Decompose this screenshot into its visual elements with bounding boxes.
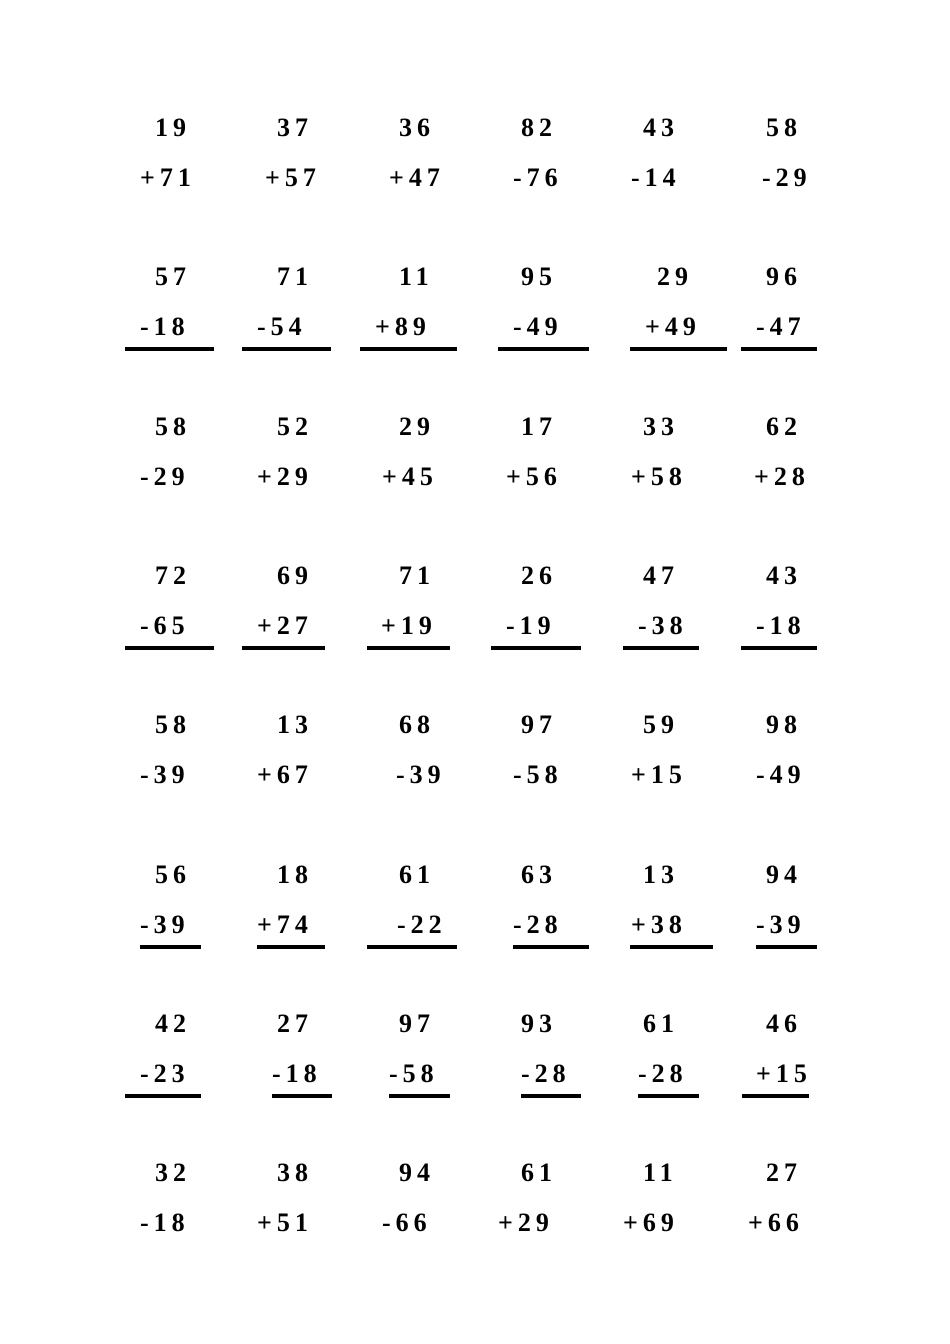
answer-line (389, 1094, 450, 1098)
top-operand: 93 (521, 1009, 557, 1038)
top-operand: 43 (766, 561, 802, 590)
bottom-operand: +74 (257, 910, 313, 939)
answer-line (367, 646, 450, 650)
top-operand: 29 (657, 262, 693, 291)
bottom-operand: -39 (756, 910, 806, 939)
top-operand: 94 (399, 1158, 435, 1187)
bottom-operand: -22 (397, 910, 447, 939)
bottom-operand: +38 (631, 910, 687, 939)
answer-line (741, 347, 817, 351)
bottom-operand: -14 (631, 163, 681, 192)
bottom-operand: -39 (140, 760, 190, 789)
bottom-operand: +29 (498, 1208, 554, 1237)
bottom-operand: -76 (513, 163, 563, 192)
bottom-operand: +49 (645, 312, 701, 341)
bottom-operand: +57 (265, 163, 321, 192)
top-operand: 61 (521, 1158, 557, 1187)
top-operand: 13 (643, 860, 679, 889)
top-operand: 68 (399, 710, 435, 739)
bottom-operand: -49 (513, 312, 563, 341)
bottom-operand: -18 (140, 1208, 190, 1237)
answer-line (630, 945, 713, 949)
bottom-operand: -29 (140, 462, 190, 491)
bottom-operand: -18 (272, 1059, 322, 1088)
top-operand: 33 (643, 412, 679, 441)
bottom-operand: +29 (257, 462, 313, 491)
top-operand: 17 (521, 412, 557, 441)
top-operand: 11 (399, 262, 434, 291)
top-operand: 97 (521, 710, 557, 739)
top-operand: 42 (155, 1009, 191, 1038)
answer-line (638, 1094, 699, 1098)
top-operand: 58 (155, 710, 191, 739)
top-operand: 19 (155, 113, 191, 142)
top-operand: 37 (277, 113, 313, 142)
answer-line (125, 646, 214, 650)
answer-line (257, 945, 325, 949)
bottom-operand: -58 (389, 1059, 439, 1088)
top-operand: 61 (399, 860, 435, 889)
bottom-operand: -39 (396, 760, 446, 789)
top-operand: 46 (766, 1009, 802, 1038)
top-operand: 63 (521, 860, 557, 889)
bottom-operand: -28 (521, 1059, 571, 1088)
top-operand: 47 (643, 561, 679, 590)
bottom-operand: -65 (140, 611, 190, 640)
top-operand: 62 (766, 412, 802, 441)
bottom-operand: -39 (140, 910, 190, 939)
top-operand: 72 (155, 561, 191, 590)
top-operand: 61 (643, 1009, 679, 1038)
top-operand: 11 (643, 1158, 678, 1187)
answer-line (140, 945, 201, 949)
bottom-operand: +56 (506, 462, 562, 491)
top-operand: 26 (521, 561, 557, 590)
answer-line (125, 347, 214, 351)
bottom-operand: +47 (389, 163, 445, 192)
bottom-operand: +69 (623, 1208, 679, 1237)
top-operand: 97 (399, 1009, 435, 1038)
top-operand: 56 (155, 860, 191, 889)
top-operand: 36 (399, 113, 435, 142)
bottom-operand: +58 (631, 462, 687, 491)
answer-line (741, 646, 817, 650)
answer-line (360, 347, 457, 351)
answer-line (521, 1094, 581, 1098)
answer-line (756, 945, 817, 949)
answer-line (367, 945, 457, 949)
bottom-operand: +45 (382, 462, 438, 491)
top-operand: 71 (399, 561, 435, 590)
bottom-operand: -29 (762, 163, 812, 192)
top-operand: 82 (521, 113, 557, 142)
bottom-operand: +27 (257, 611, 313, 640)
answer-line (125, 1094, 201, 1098)
top-operand: 38 (277, 1158, 313, 1187)
bottom-operand: +15 (756, 1059, 812, 1088)
top-operand: 58 (766, 113, 802, 142)
top-operand: 29 (399, 412, 435, 441)
bottom-operand: +71 (140, 163, 196, 192)
bottom-operand: +89 (375, 312, 431, 341)
top-operand: 95 (521, 262, 557, 291)
top-operand: 27 (277, 1009, 313, 1038)
answer-line (491, 646, 581, 650)
bottom-operand: -58 (513, 760, 563, 789)
answer-line (242, 646, 325, 650)
top-operand: 27 (766, 1158, 802, 1187)
answer-line (242, 347, 331, 351)
bottom-operand: -18 (756, 611, 806, 640)
bottom-operand: +28 (754, 462, 810, 491)
bottom-operand: +15 (631, 760, 687, 789)
top-operand: 57 (155, 262, 191, 291)
answer-line (630, 347, 727, 351)
top-operand: 69 (277, 561, 313, 590)
bottom-operand: -28 (513, 910, 563, 939)
top-operand: 52 (277, 412, 313, 441)
bottom-operand: -18 (140, 312, 190, 341)
top-operand: 43 (643, 113, 679, 142)
bottom-operand: -38 (638, 611, 688, 640)
answer-line (513, 945, 589, 949)
bottom-operand: +67 (257, 760, 313, 789)
bottom-operand: -23 (140, 1059, 190, 1088)
bottom-operand: +19 (381, 611, 437, 640)
top-operand: 71 (277, 262, 313, 291)
bottom-operand: -47 (756, 312, 806, 341)
answer-line (623, 646, 699, 650)
top-operand: 98 (766, 710, 802, 739)
top-operand: 94 (766, 860, 802, 889)
bottom-operand: -28 (638, 1059, 688, 1088)
top-operand: 59 (643, 710, 679, 739)
bottom-operand: -19 (506, 611, 556, 640)
top-operand: 13 (277, 710, 313, 739)
bottom-operand: -54 (257, 312, 307, 341)
answer-line (742, 1094, 809, 1098)
top-operand: 58 (155, 412, 191, 441)
answer-line (272, 1094, 332, 1098)
top-operand: 32 (155, 1158, 191, 1187)
bottom-operand: +51 (257, 1208, 313, 1237)
top-operand: 96 (766, 262, 802, 291)
bottom-operand: +66 (748, 1208, 804, 1237)
answer-line (498, 347, 589, 351)
bottom-operand: -49 (756, 760, 806, 789)
bottom-operand: -66 (382, 1208, 432, 1237)
top-operand: 18 (277, 860, 313, 889)
